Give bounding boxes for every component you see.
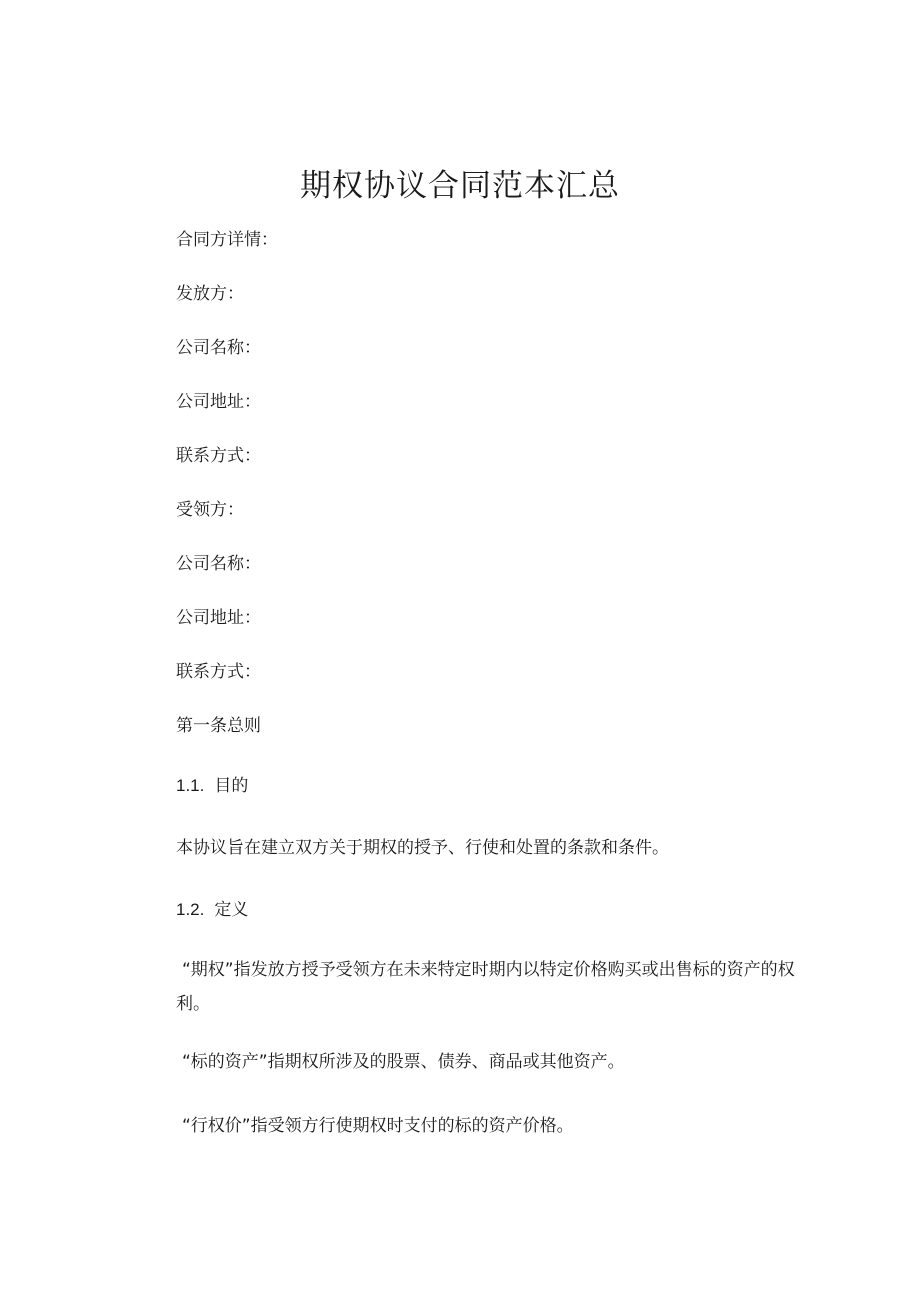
recipient-contact: 联系方式： xyxy=(176,662,261,682)
section-title: 目的 xyxy=(214,776,249,796)
issuer-company-address: 公司地址： xyxy=(176,392,261,412)
issuer-company-name: 公司名称： xyxy=(176,338,261,358)
definition-strike-price: “行权价”指受领方行使期权时支付的标的资产价格。 xyxy=(182,1116,574,1136)
section-title: 定义 xyxy=(214,900,249,920)
party-details-heading: 合同方详情： xyxy=(176,230,278,250)
section-number: 1.2. xyxy=(176,900,205,919)
definition-option: “期权”指发放方授予受领方在未来特定时期内以特定价格购买或出售标的资产的权利。 xyxy=(176,960,795,1014)
article-one-heading: 第一条总则 xyxy=(176,716,261,736)
purpose-paragraph: 本协议旨在建立双方关于期权的授予、行使和处置的条款和条件。 xyxy=(176,838,669,858)
recipient-heading: 受领方： xyxy=(176,500,244,520)
issuer-contact: 联系方式： xyxy=(176,446,261,466)
recipient-company-address: 公司地址： xyxy=(176,608,261,628)
section-1-1-heading xyxy=(176,774,248,798)
section-number: 1.1. xyxy=(176,776,205,795)
definition-underlying-asset: “标的资产”指期权所涉及的股票、债券、商品或其他资产。 xyxy=(182,1052,625,1072)
recipient-company-name: 公司名称： xyxy=(176,554,261,574)
section-1-2-heading xyxy=(176,898,248,922)
issuer-heading: 发放方： xyxy=(176,284,244,304)
document-title: 期权协议合同范本汇总 xyxy=(300,168,620,204)
